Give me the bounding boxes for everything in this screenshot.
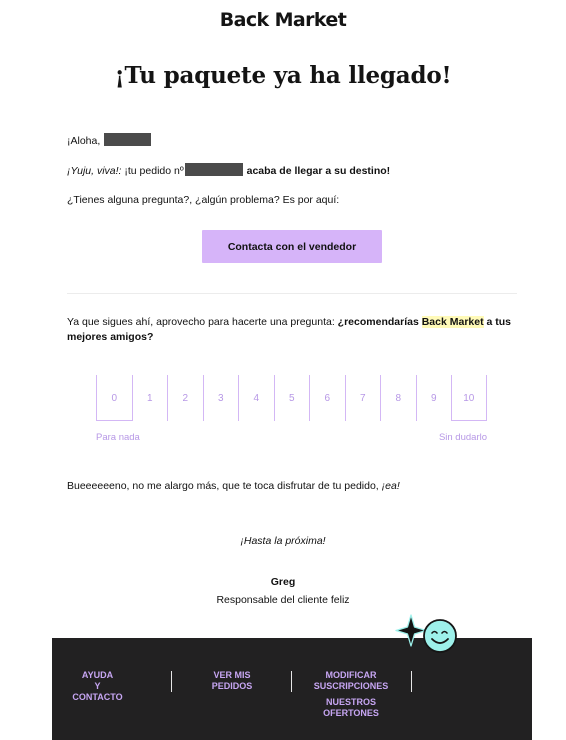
order-prefix: ¡tu pedido nº [121, 165, 184, 177]
rating-option-10[interactable]: 10 [451, 375, 487, 421]
redacted-name [104, 133, 151, 146]
footer-separator [411, 671, 412, 692]
survey-question-end: a tus mejores amigos? [67, 316, 512, 343]
rating-option-3[interactable]: 3 [203, 375, 239, 421]
scale-baseline-left [96, 420, 132, 421]
greeting [67, 133, 151, 149]
scale-high-label: Sin dudarlo [438, 432, 487, 443]
farewell: ¡Hasta la próxima! [240, 535, 326, 547]
brand-highlight: Back Market [421, 316, 484, 328]
signature-name: Greg [270, 576, 296, 588]
rating-option-4[interactable]: 4 [238, 375, 274, 421]
footer-link-subscriptions[interactable]: MODIFICAR SUSCRIPCIONES [313, 670, 389, 691]
page-title: ¡Tu paquete ya ha llegado! [114, 62, 452, 89]
closing-text: Bueeeeeeno, no me alargo más, que te toca disfrutar de tu pedido, [67, 480, 382, 492]
footer-separator [291, 671, 292, 692]
order-line [67, 163, 390, 179]
greeting-prefix: ¡Aloha, [67, 135, 101, 147]
order-suffix: acaba de llegar a su destino! [243, 165, 391, 177]
redacted-order-number [185, 163, 243, 176]
scale-baseline-right [451, 420, 487, 421]
footer-link-help[interactable]: AYUDA Y CONTACTO [72, 670, 123, 702]
rating-option-1[interactable]: 1 [132, 375, 168, 421]
smiley-sparkle-icon [395, 611, 459, 657]
rating-scale [96, 375, 487, 421]
footer-link-deals[interactable]: NUESTROS OFERTONES [323, 697, 379, 718]
back-market-logo[interactable]: Back Market [219, 9, 347, 31]
survey-intro: Ya que sigues ahí, aprovecho para hacerte una pregunta: [67, 316, 338, 328]
rating-option-5[interactable]: 5 [274, 375, 310, 421]
question-line: ¿Tienes alguna pregunta?, ¿algún problema? Es por aquí: [67, 194, 340, 206]
footer-link-orders[interactable]: VER MIS PEDIDOS [211, 670, 253, 691]
rating-option-6[interactable]: 6 [309, 375, 345, 421]
divider [67, 293, 517, 294]
rating-option-8[interactable]: 8 [380, 375, 416, 421]
closing-italic: ¡ea! [381, 480, 400, 492]
rating-option-2[interactable]: 2 [167, 375, 203, 421]
signature-role: Responsable del cliente feliz [216, 594, 350, 606]
contact-seller-button[interactable]: Contacta con el vendedor [202, 230, 382, 263]
survey-question [67, 315, 522, 345]
closing-line [67, 479, 400, 494]
footer [52, 638, 532, 740]
order-intro: ¡Yuju, viva!: [67, 165, 122, 177]
scale-low-label: Para nada [96, 432, 140, 443]
rating-option-0[interactable]: 0 [96, 375, 132, 421]
rating-option-7[interactable]: 7 [345, 375, 381, 421]
survey-question-start: ¿recomendarías [337, 316, 422, 328]
footer-separator [171, 671, 172, 692]
rating-option-9[interactable]: 9 [416, 375, 452, 421]
